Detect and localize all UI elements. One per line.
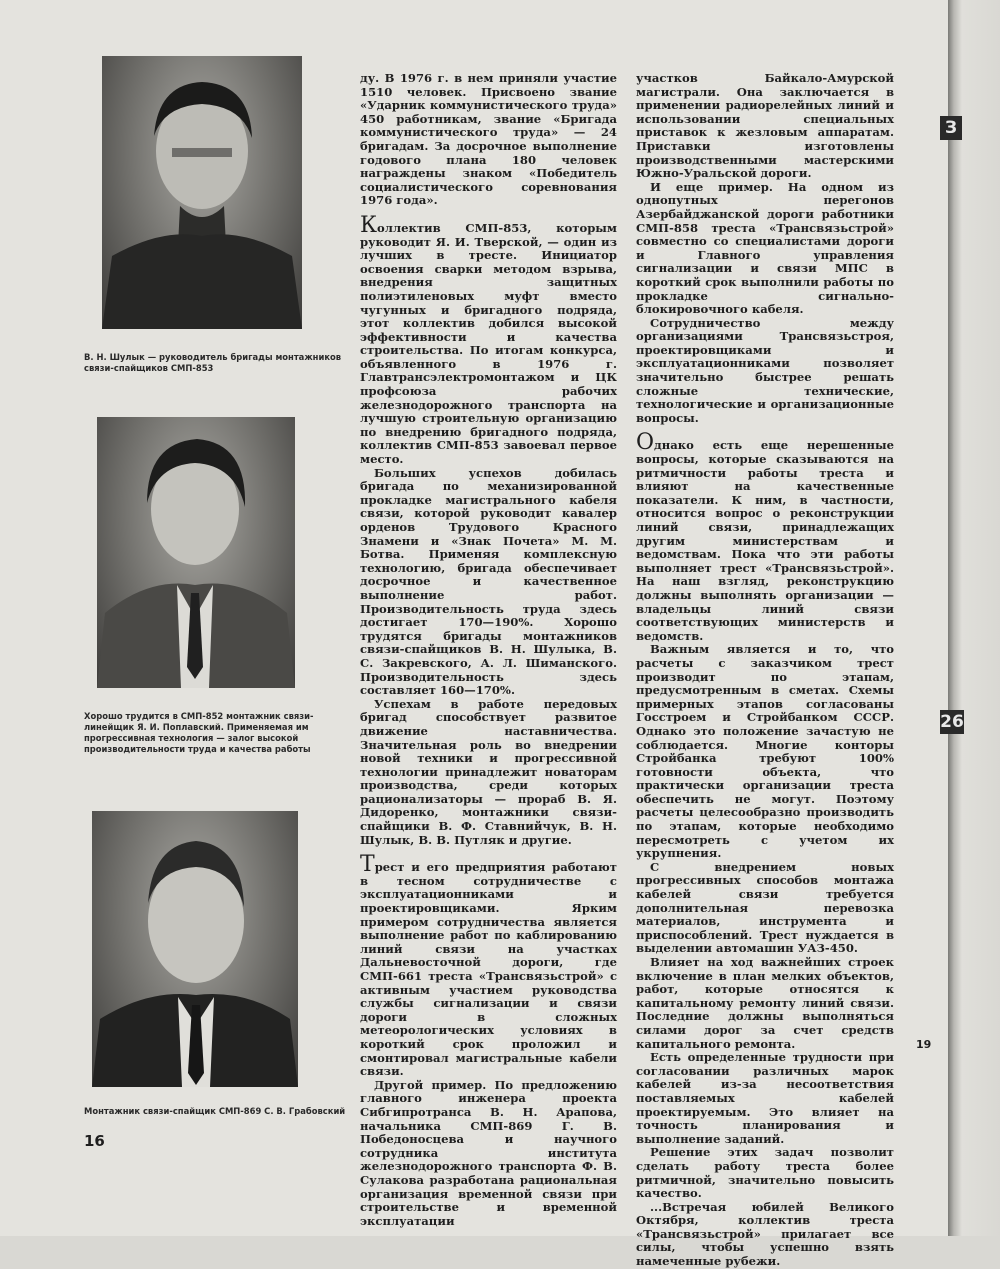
article-column-2	[636, 72, 894, 1269]
paragraph: Успехам в работе передовых бригад способствует развитое движение наставничества. Значительная роль во внедрении новой техники и прогрессивной технологии принадлежит новаторам производства, среди которых рационализаторы — прораб В. Я. Дидоренко, монтажники связи-спайщики В. Ф. Ставнийчук, В. Н. Шулык, В. В. Путляк и другие.	[360, 696, 617, 847]
edge-tab: 26	[940, 712, 964, 732]
article-column-1	[360, 72, 617, 1228]
caption-photo-2: Хорошо трудится в СМП-852 монтажник связи-линейщик Я. И. Поплавский. Применяемая им прогрессивная технология — залог высокой производительности труда и качества работы	[84, 711, 314, 754]
paragraph: Важным является и то, что расчеты с заказчиком трест производит по этапам, предусмотренным в сметах. Схемы примерных этапов согласованы Госстроем и Стройбанком СССР. Однако это положение зачастую не соблюдается. Многие конторы Стройбанка требуют 100% готовности объекта, что практически организации треста обеспечить не могут. Поэтому расчеты целесообразно производить по этапам, которые необходимо пересмотреть с учетом их укрупнения.	[636, 642, 894, 861]
paragraph	[360, 852, 617, 1079]
portrait-photo-poplavsky	[97, 417, 295, 688]
paragraph: Сотрудничество между организациями Трансвязьстроя, проектировщиками и эксплуатационниками позволяет значительно быстрее решать сложные технические, технологические и организационные вопросы.	[636, 315, 894, 425]
portrait-photo-grabovsky	[92, 811, 298, 1087]
portrait-photo-shulyk	[102, 56, 302, 329]
paragraph-text: днако есть еще нерешенные вопросы, которые сказываются на ритмичности работы треста и влияют на качественные показатели. К ним, в частности, относится вопрос о реконструкции линий связи, принадлежащих другим министерствам и ведомствам. Пока что эти работы выполняет трест «Трансвязьстрой». На наш взгляд, реконструкцию должны выполнять организации — владельцы линий связи соответствующих министерств и ведомств.	[636, 438, 894, 643]
drop-cap: О	[636, 430, 655, 456]
paragraph: Больших успехов добилась бригада по механизированной прокладке магистрального кабеля связи, которой руководит кавалер орденов Трудового Красного Знамени и «Знак Почета» М. М. Ботва. Применяя комплексную технологию, бригада обеспечивает досрочное и качественное выполнение работ. Производительность труда здесь достигает 170—190%. Хорошо трудятся бригады монтажников связи-спайщиков В. Н. Шулыка, В. С. Закревского, А. Л. Шиманского. Производительность здесь составляет 160—170%.	[360, 465, 617, 698]
paragraph: И еще пример. На одном из однопутных перегонов Азербайджанской дороги работники СМП-858 треста «Трансвязьстрой» совместно со специалистами дороги и Главного управления сигнализации и связи МПС в короткий срок выполнили работы по прокладке сигнально-блокировочного кабеля.	[636, 179, 894, 317]
paragraph: Есть определенные трудности при согласовании различных марок кабелей из-за несоответствия поставляемых кабелей проектируемым. Это влияет на точность планирования и выполнение заданий.	[636, 1050, 894, 1146]
edge-tab: З	[940, 116, 962, 140]
paragraph	[360, 212, 617, 467]
paragraph: С внедрением новых прогрессивных способов монтажа кабелей связи требуется дополнительная перевозка материалов, инструмента и приспособлений. Трест нуждается в выделении автомашин УАЗ-450.	[636, 859, 894, 956]
paragraph: участков Байкало-Амурской магистрали. Она заключается в применении радиорелейных линий и использовании специальных приставок к жезловым аппаратам. Приставки изготовлены производственными мастерскими Южно-Уральской дороги.	[636, 71, 894, 181]
paragraph: Другой пример. По предложению главного инженера проекта Сибгипротранса В. Н. Арапова, начальника СМП-869 Г. В. Победоносцева и научного сотрудника института железнодорожного транспорта Ф. В. Сулакова разработана рациональная организация временной связи при строительстве и временной эксплуатации	[360, 1077, 617, 1228]
paragraph: Влияет на ход важнейших строек включение в план мелких объектов, работ, которые относятся к капитальному ремонту линий связи. Последние должны выполняться силами дорог за счет средств капитального ремонта.	[636, 955, 894, 1051]
portrait-image	[102, 56, 302, 329]
drop-cap: Т	[360, 852, 375, 878]
portrait-image	[97, 417, 295, 688]
caption-photo-3: Монтажник связи-спайщик СМП-869 С. В. Грабовский	[84, 1106, 346, 1116]
portrait-image	[92, 811, 298, 1087]
drop-cap: К	[360, 212, 378, 238]
caption-photo-1: В. Н. Шулык — руководитель бригады монтажников связи-спайщиков СМП-853	[84, 352, 342, 373]
paragraph-text: оллектив СМП-853, которым руководит Я. И. Тверской, — один из лучших в тресте. Инициатор освоения сварки методом взрыва, внедрения защитных полиэтиленовых муфт вместо чугунных и бригадного подряда, этот коллектив добился высокой эффективности и качества строительства. По итогам конкурса, объявленного в 1976 г. Главтрансэлектромонтажом и ЦК профсоюза рабочих железнодорожного транспорта на лучшую строительную организацию по внедрению бригадного подряда, коллектив СМП-853 завоевал первое место.	[360, 220, 617, 467]
paragraph-text: рест и его предприятия работают в тесном сотрудничестве с эксплуатационниками и проектировщиками. Ярким примером сотрудничества является выполнение работ по каблированию линий связи на участках Дальневосточной дороги, где СМП-661 треста «Трансвязьстрой» с активным участием руководства службы сигнализации и связи дороги в сложных метеорологических условиях в короткий срок проложил и смонтировал магистральные кабели связи.	[360, 860, 617, 1079]
paragraph: Решение этих задач позволит сделать работу треста более ритмичной, значительно повысить качество.	[636, 1145, 894, 1201]
next-page-edge	[948, 0, 1000, 1236]
page-number: 16	[84, 1132, 105, 1150]
paragraph	[636, 430, 894, 643]
paragraph: ...Встречая юбилей Великого Октября, коллектив треста «Трансвязьстрой» прилагает все силы, чтобы успешно взять намеченные рубежи.	[636, 1199, 894, 1269]
side-page-number: 19	[916, 1038, 932, 1051]
paragraph: ду. В 1976 г. в нем приняли участие 1510 человек. Присвоено звание «Ударник коммунистического труда» 450 работникам, звание «Бригада коммунистического труда» — 24 бригадам. За досрочное выполнение годового плана 180 человек награждены знаком «Победитель социалистического соревнования 1976 года».	[360, 71, 617, 208]
